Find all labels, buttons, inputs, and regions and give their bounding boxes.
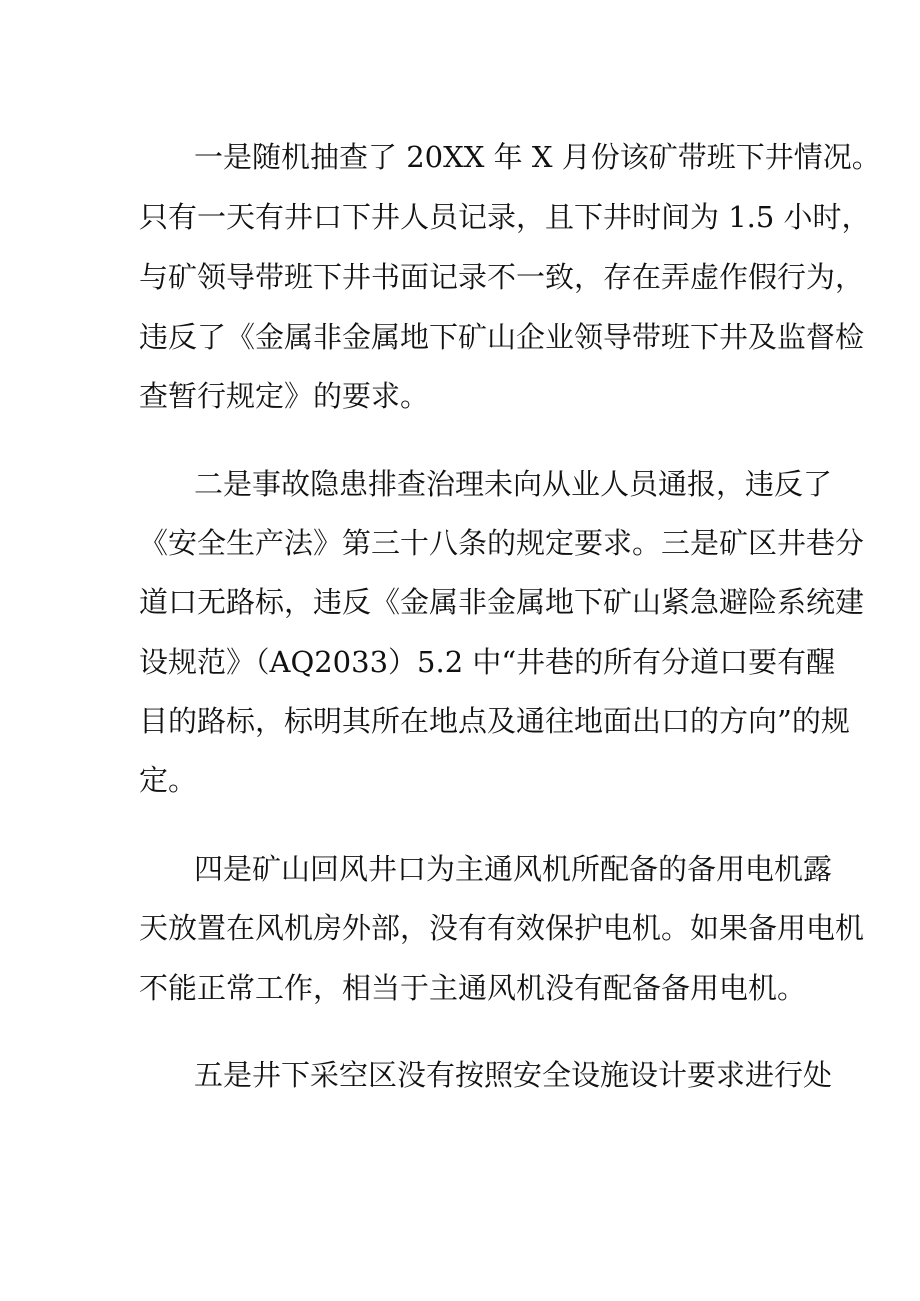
paragraph-2-line-3: 道口无路标，违反《金属非金属地下矿山紧急避险系统建 <box>139 585 865 619</box>
paragraph-2-line-2: 《安全生产法》第三十八条的规定要求。三是矿区井巷分 <box>139 526 865 560</box>
paragraph-2-line-6: 定。 <box>139 763 198 797</box>
paragraph-3-line-1: 四是矿山回风井口为主通风机所配备的备用电机露 <box>194 852 833 886</box>
paragraph-1-line-4: 违反了《金属非金属地下矿山企业领导带班下井及监督检 <box>139 320 865 354</box>
paragraph-1-line-5: 查暂行规定》的要求。 <box>139 379 430 413</box>
paragraph-2-line-4: 设规范》（AQ2033）5.2 中“井巷的所有分道口要有醒 <box>139 645 836 679</box>
paragraph-4-line-1: 五是井下采空区没有按照安全设施设计要求进行处 <box>194 1058 833 1092</box>
paragraph-1-line-3: 与矿领导带班下井书面记录不一致，存在弄虚作假行为， <box>139 260 865 294</box>
paragraph-3-line-2: 天放置在风机房外部，没有有效保护电机。如果备用电机 <box>139 911 865 945</box>
paragraph-2-line-5: 目的路标，标明其所在地点及通往地面出口的方向”的规 <box>139 704 850 738</box>
paragraph-1-line-2: 只有一天有井口下井人员记录，且下井时间为 1.5 小时， <box>139 200 871 234</box>
paragraph-1-line-1: 一是随机抽查了 20XX 年 X 月份该矿带班下井情况。 <box>194 140 881 174</box>
paragraph-3-line-3: 不能正常工作，相当于主通风机没有配备备用电机。 <box>139 971 807 1005</box>
paragraph-2-line-1: 二是事故隐患排查治理未向从业人员通报，违反了 <box>194 467 833 501</box>
